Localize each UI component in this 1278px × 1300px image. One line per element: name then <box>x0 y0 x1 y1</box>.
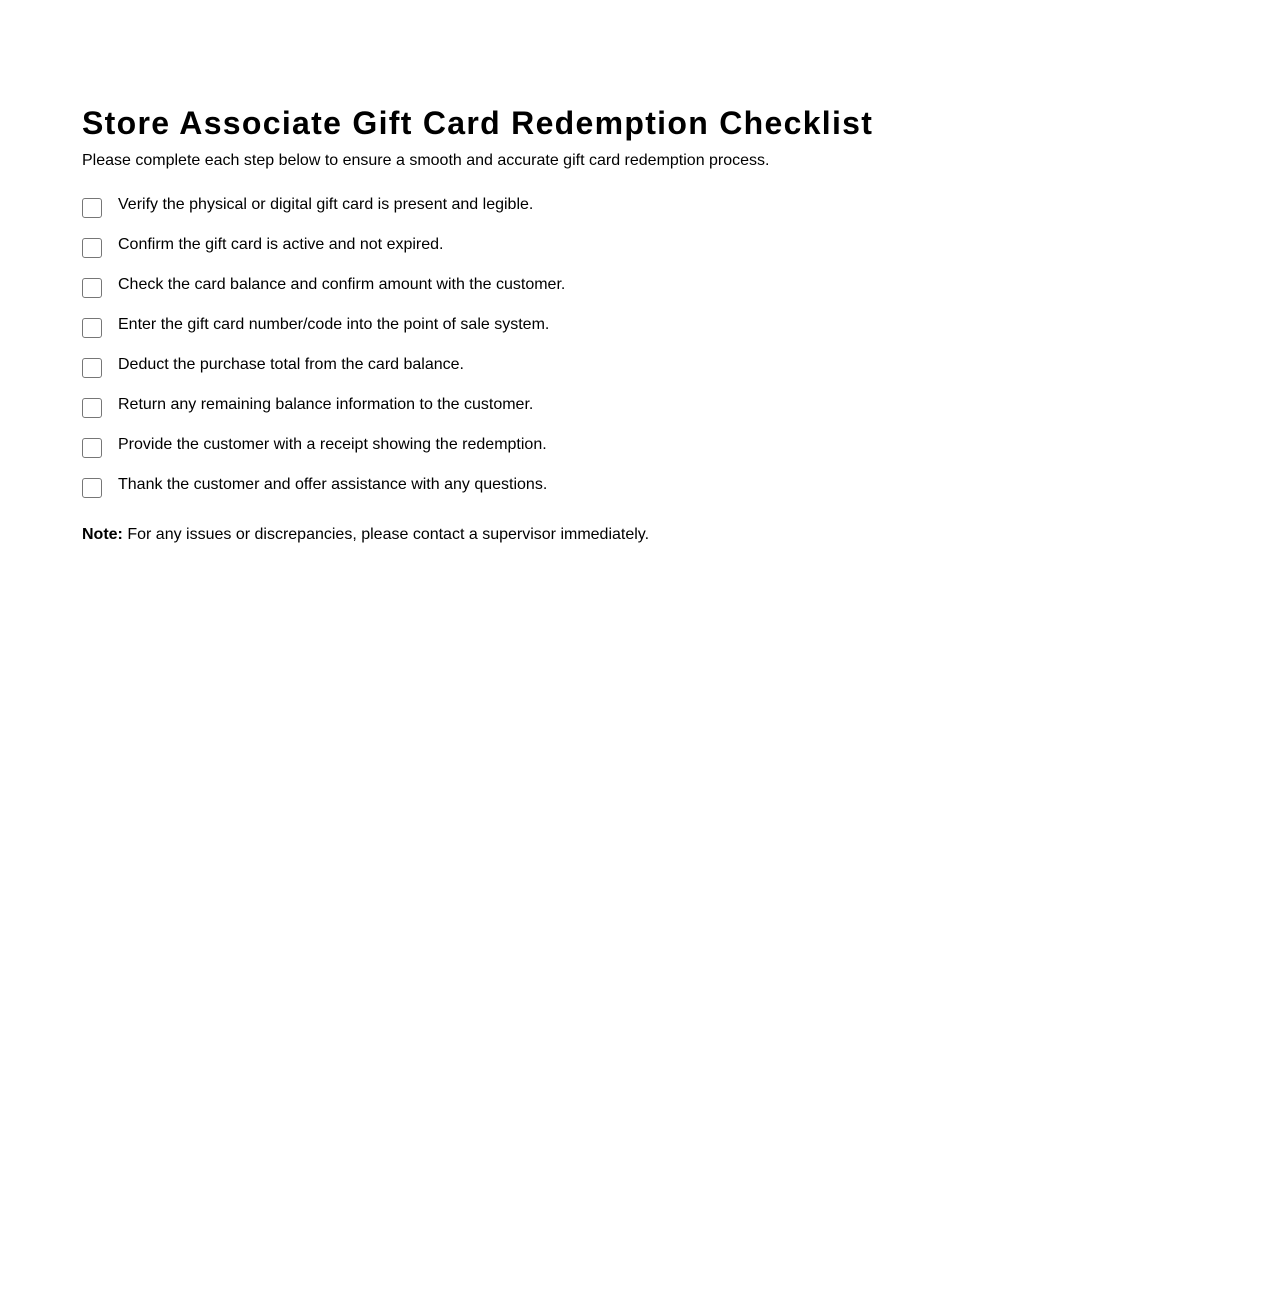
checklist-checkbox-1[interactable] <box>82 198 102 218</box>
checklist-item-label: Verify the physical or digital gift card is present and legible. <box>118 196 534 213</box>
checklist-checkbox-3[interactable] <box>82 278 102 298</box>
checklist <box>82 195 1182 515</box>
checklist-page <box>82 104 1182 545</box>
checklist-checkbox-4[interactable] <box>82 318 102 338</box>
checklist-checkbox-2[interactable] <box>82 238 102 258</box>
checklist-item-row[interactable] <box>82 355 1182 395</box>
note-text: For any issues or discrepancies, please contact a supervisor immediately. <box>127 526 650 543</box>
page-title: Store Associate Gift Card Redemption Checklist <box>82 105 874 141</box>
note-label: Note: <box>82 526 123 543</box>
checklist-item <box>82 195 1182 235</box>
checklist-item-label: Provide the customer with a receipt showing the redemption. <box>118 436 547 453</box>
checklist-checkbox-5[interactable] <box>82 358 102 378</box>
checklist-item-label: Deduct the purchase total from the card balance. <box>118 356 464 373</box>
checklist-item <box>82 355 1182 395</box>
checklist-item <box>82 395 1182 435</box>
checklist-item-label: Check the card balance and confirm amount with the customer. <box>118 276 566 293</box>
checklist-item-row[interactable] <box>82 275 1182 315</box>
checklist-item-row[interactable] <box>82 235 1182 275</box>
checklist-item-label: Enter the gift card number/code into the point of sale system. <box>118 316 550 333</box>
checklist-item-label: Confirm the gift card is active and not expired. <box>118 236 444 253</box>
checklist-item <box>82 275 1182 315</box>
supervisor-note <box>82 525 1182 545</box>
checklist-item-label: Thank the customer and offer assistance with any questions. <box>118 476 548 493</box>
checklist-checkbox-6[interactable] <box>82 398 102 418</box>
checklist-item <box>82 475 1182 515</box>
intro-text: Please complete each step below to ensure a smooth and accurate gift card redemption process. <box>82 152 770 169</box>
checklist-item-label: Return any remaining balance information to the customer. <box>118 396 534 413</box>
checklist-checkbox-7[interactable] <box>82 438 102 458</box>
checklist-item-row[interactable] <box>82 315 1182 355</box>
checklist-item-row[interactable] <box>82 475 1182 515</box>
checklist-item-row[interactable] <box>82 395 1182 435</box>
checklist-checkbox-8[interactable] <box>82 478 102 498</box>
checklist-item <box>82 435 1182 475</box>
checklist-item-row[interactable] <box>82 195 1182 235</box>
checklist-item-row[interactable] <box>82 435 1182 475</box>
checklist-item <box>82 235 1182 275</box>
checklist-item <box>82 315 1182 355</box>
